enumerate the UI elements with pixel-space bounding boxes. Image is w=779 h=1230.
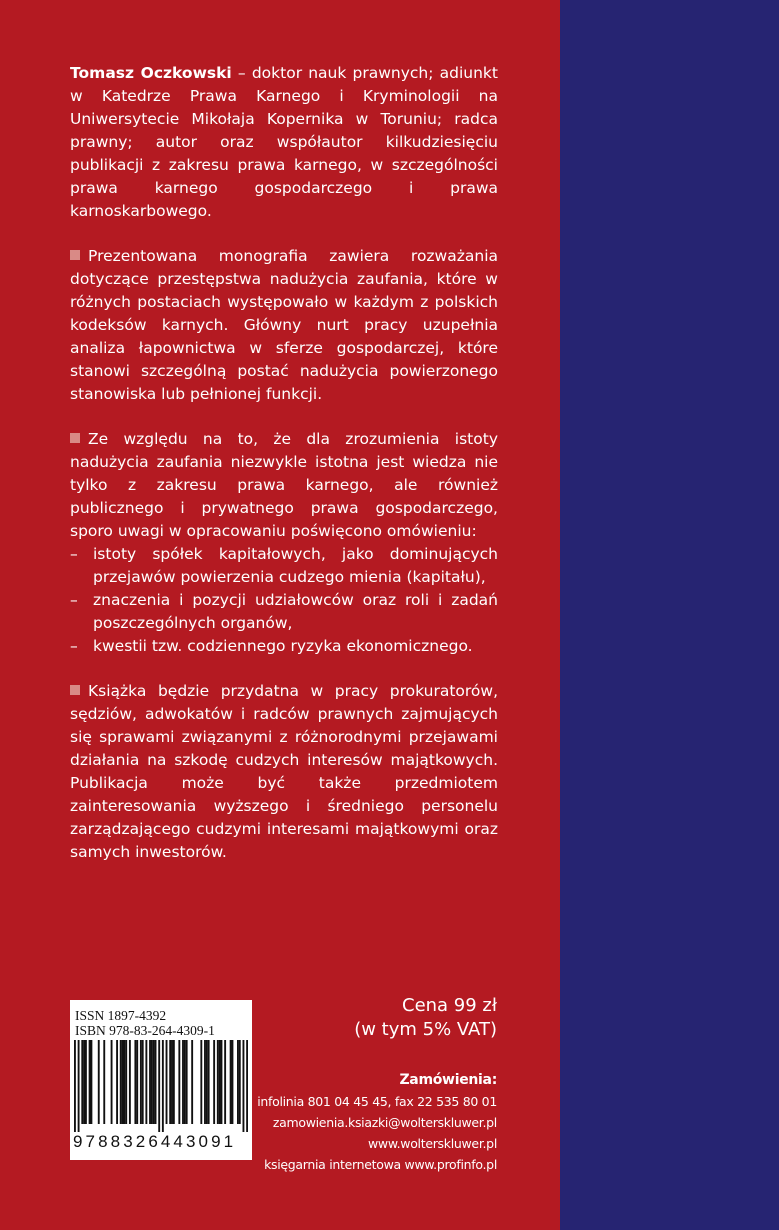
barcode-bar: [136, 1040, 138, 1124]
author-bio: [70, 62, 498, 223]
barcode-bar: [206, 1040, 208, 1124]
list-item: [70, 589, 498, 635]
author-name: Tomasz Oczkowski: [70, 64, 232, 82]
barcode-bar: [90, 1040, 92, 1124]
barcode-bar: [224, 1040, 226, 1124]
paragraph-3: [70, 680, 498, 864]
barcode-bar: [81, 1040, 83, 1124]
square-bullet-icon: [70, 250, 80, 260]
barcode-bar: [145, 1040, 147, 1124]
barcode-bar: [191, 1040, 193, 1124]
author-bio-text: – doktor nauk prawnych; adiunkt w Katedrze Prawa Karnego i Kryminologii na Uniwersytecie Mikołaja Kopernika w Toruniu; radca prawny; autor oraz współautor kilkudziesięciu publikacji z zakresu prawa karnego, w szczególności prawa karnego gospodarczego i prawa karnoskarbowego.: [70, 64, 498, 220]
barcode-bar: [171, 1040, 173, 1124]
barcode-bar: [204, 1040, 206, 1124]
orders-heading: Zamówienia:: [399, 1072, 497, 1088]
blue-side-band: [560, 0, 779, 1230]
barcode-bar: [142, 1040, 144, 1124]
dash-marker: –: [70, 545, 78, 563]
barcode-bar: [246, 1040, 248, 1132]
paragraph-2: [70, 428, 498, 543]
orders-phone: infolinia 801 04 45 45, fax 22 535 80 01: [257, 1094, 497, 1109]
barcode-bar: [149, 1040, 151, 1124]
list-item-text: znaczenia i pozycji udziałowców oraz roli i zadań poszczególnych organów,: [93, 591, 498, 632]
list-item: [70, 635, 498, 658]
barcode-bar: [125, 1040, 127, 1124]
barcode-bar: [182, 1040, 184, 1124]
barcode-icon: [74, 1040, 248, 1132]
barcode-bar: [239, 1040, 241, 1124]
barcode-bar: [169, 1040, 171, 1124]
orders-website: www.wolterskluwer.pl: [367, 1136, 497, 1151]
paragraph-1-text: Prezentowana monografia zawiera rozważania dotyczące przestępstwa nadużycia zaufania, które w różnych postaciach występowało w każdym z polskich kodeksów karnych. Główny nurt pracy uzupełnia analiza łapownictwa w sferze gospodarczej, które stanowi szczególną postać nadużycia powierzonego stanowiska lub pełnionej funkcji.: [70, 247, 498, 403]
list-item-text: kwestii tzw. codziennego ryzyka ekonomicznego.: [93, 637, 473, 655]
issn-number: ISSN 1897-4392: [75, 1008, 167, 1023]
barcode-bar: [186, 1040, 188, 1124]
barcode-bar: [217, 1040, 219, 1124]
barcode-bar: [129, 1040, 131, 1124]
barcode-bar: [166, 1040, 168, 1124]
description-column: [70, 62, 498, 864]
barcode-bar: [208, 1040, 210, 1124]
barcode-bar: [103, 1040, 105, 1124]
barcode-bar: [184, 1040, 186, 1124]
barcode-bar: [116, 1040, 118, 1124]
list-item: [70, 543, 498, 589]
barcode-bar: [155, 1040, 157, 1124]
barcode-bar: [158, 1040, 160, 1132]
barcode-bar: [243, 1040, 245, 1132]
barcode-bar: [89, 1040, 91, 1124]
barcode-bar: [178, 1040, 180, 1124]
barcode-bar: [120, 1040, 122, 1124]
barcode-bar: [111, 1040, 113, 1124]
barcode-bar: [213, 1040, 215, 1124]
barcode-bar: [78, 1040, 80, 1132]
price: Cena 99 zł: [402, 995, 497, 1016]
topics-list: [70, 543, 498, 658]
square-bullet-icon: [70, 685, 80, 695]
price-block: [354, 994, 497, 1042]
barcode-box: [70, 1000, 252, 1160]
barcode-digits: 9788326443091: [73, 1132, 237, 1151]
barcode-bar: [151, 1040, 153, 1124]
barcode-bar: [83, 1040, 85, 1124]
orders-email: zamowienia.ksiazki@wolterskluwer.pl: [272, 1115, 497, 1130]
dash-marker: –: [70, 591, 78, 609]
barcode-bar: [74, 1040, 76, 1132]
barcode-bar: [221, 1040, 223, 1124]
barcode-bar: [85, 1040, 87, 1124]
vat-note: (w tym 5% VAT): [354, 1019, 497, 1040]
barcode-bar: [237, 1040, 239, 1124]
paragraph-3-text: Książka będzie przydatna w pracy prokuratorów, sędziów, adwokatów i radców prawnych zajmujących się sprawami związanymi z różnorodnymi przejawami działania na szkodę cudzych interesów majątkowych. Publikacja może być także przedmiotem zainteresowania wyższego i średniego personelu zarządzającego cudzymi interesami majątkowymi oraz samych inwestorów.: [70, 682, 498, 861]
orders-shop: księgarnia internetowa www.profinfo.pl: [264, 1157, 497, 1172]
barcode-bar: [98, 1040, 100, 1124]
list-item-text: istoty spółek kapitałowych, jako dominujących przejawów powierzenia cudzego mienia (kapitału),: [93, 545, 498, 586]
orders-block: [257, 1070, 497, 1175]
paragraph-2-text: Ze względu na to, że dla zrozumienia istoty nadużycia zaufania niezwykle istotna jest wiedza nie tylko z zakresu prawa karnego, ale również publicznego i prywatnego prawa gospodarczego, sporo uwagi w opracowaniu poświęcono omówieniu:: [70, 430, 498, 540]
barcode-bar: [230, 1040, 232, 1124]
square-bullet-icon: [70, 433, 80, 443]
barcode-bar: [173, 1040, 175, 1124]
dash-marker: –: [70, 637, 78, 655]
barcode-bar: [232, 1040, 234, 1124]
barcode-bar: [122, 1040, 124, 1124]
barcode-bar: [153, 1040, 155, 1124]
barcode-bar: [200, 1040, 202, 1124]
barcode-bar: [140, 1040, 142, 1124]
isbn-number: ISBN 978-83-264-4309-1: [75, 1023, 215, 1038]
barcode-bar: [162, 1040, 164, 1132]
paragraph-1: [70, 245, 498, 406]
barcode-bar: [219, 1040, 221, 1124]
barcode-bar: [123, 1040, 125, 1124]
barcode-bar: [134, 1040, 136, 1124]
